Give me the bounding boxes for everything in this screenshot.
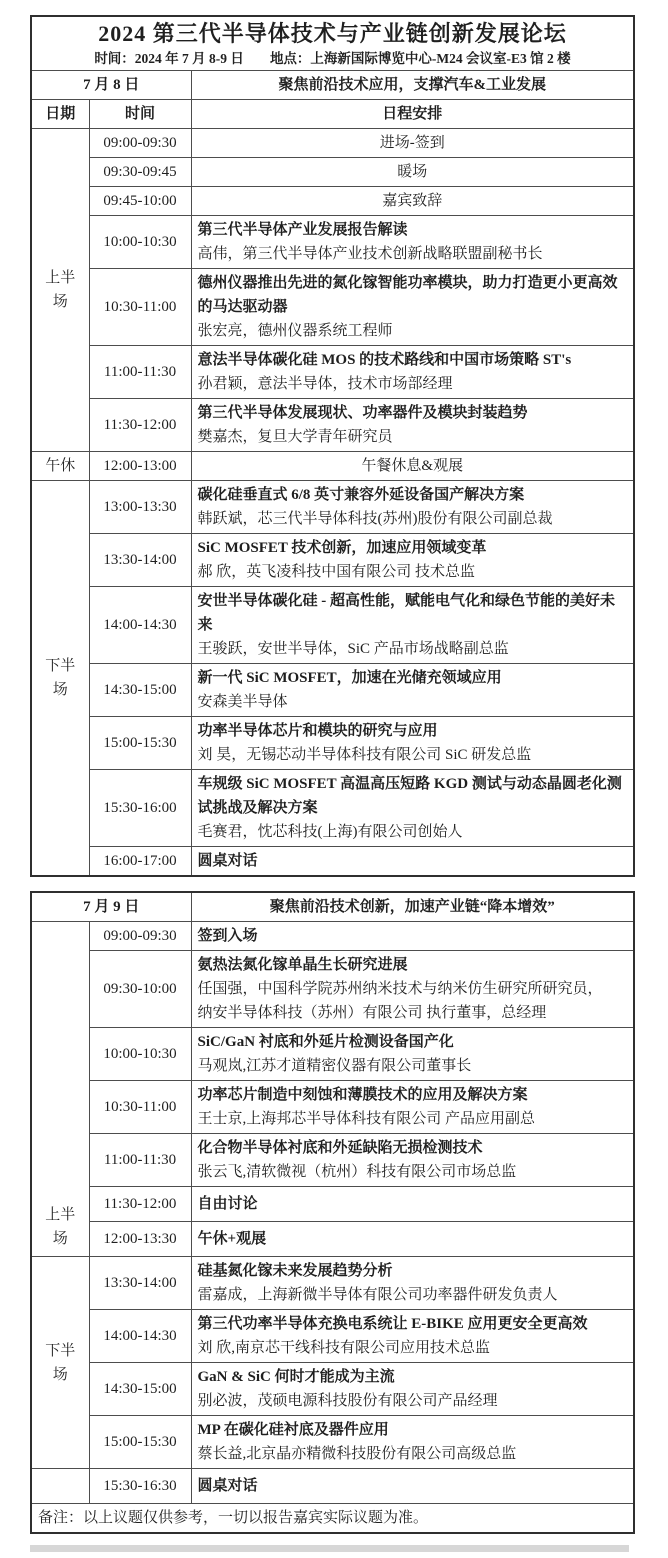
col-header-date: 日期	[31, 100, 89, 129]
session-title: 车规级 SiC MOSFET 高温高压短路 KGD 测试与动态晶圆老化测试挑战及解决方案	[197, 776, 622, 816]
session-speaker: 别必波，茂硕电源科技股份有限公司产品经理	[197, 1393, 498, 1409]
agenda-row	[31, 717, 634, 770]
session-speaker: 任国强，中国科学院苏州纳米技术与纳米仿生研究所研究员，	[197, 981, 603, 997]
day2-phase-afternoon: 下半场	[31, 1257, 89, 1469]
agenda-row	[31, 216, 634, 269]
session-cell	[191, 1028, 634, 1081]
day1-phase-afternoon: 下半场	[31, 481, 89, 877]
time-cell: 13:00-13:30	[89, 481, 191, 534]
time-cell: 09:00-09:30	[89, 922, 191, 951]
session-title: 新一代 SiC MOSFET，加速在光储充领域应用	[197, 670, 502, 686]
time-cell: 15:00-15:30	[89, 717, 191, 770]
forum-meta-venue: 地点：上海新国际博览中心-M24 会议室-E3 馆 2 楼	[269, 51, 571, 66]
session-speaker: 樊嘉杰，复旦大学青年研究员	[197, 429, 393, 445]
session-cell	[191, 1134, 634, 1187]
session-title: 德州仪器推出先进的氮化镓智能功率模块，助力打造更小更高效的马达驱动器	[197, 275, 618, 315]
session-cell	[191, 1416, 634, 1469]
session-title: 功率半导体芯片和模块的研究与应用	[197, 723, 438, 739]
day-header-row	[31, 71, 634, 100]
session-title: 硅基氮化镓未来发展趋势分析	[197, 1263, 393, 1279]
day2-date-label: 7 月 9 日	[31, 892, 191, 922]
agenda-row	[31, 1416, 634, 1469]
column-header-row	[31, 100, 634, 129]
time-cell: 13:30-14:00	[89, 1257, 191, 1310]
agenda-row	[31, 922, 634, 951]
note-text: 备注：以上议题仅供参考，一切以报告嘉宾实际议题为准。	[31, 1504, 634, 1534]
session-title: 意法半导体碳化硅 MOS 的技术路线和中国市场策略 ST's	[197, 352, 572, 368]
agenda-row	[31, 481, 634, 534]
session-speaker-line2: 纳安半导体科技（苏州）有限公司 执行董事，总经理	[197, 1005, 547, 1021]
day1-table	[30, 15, 635, 877]
forum-meta	[38, 49, 627, 68]
agenda-row	[31, 587, 634, 664]
agenda-row	[31, 1134, 634, 1187]
day2-phase-morning: 上半场	[31, 922, 89, 1257]
col-header-time: 时间	[89, 100, 191, 129]
session-cell	[191, 269, 634, 346]
activity-cell: 嘉宾致辞	[191, 187, 634, 216]
session-cell	[191, 346, 634, 399]
activity-cell: 午休+观展	[191, 1222, 634, 1257]
agenda-row	[31, 452, 634, 481]
day1-date-label: 7 月 8 日	[31, 71, 191, 100]
agenda-row	[31, 1187, 634, 1222]
agenda-row	[31, 664, 634, 717]
time-cell: 12:00-13:30	[89, 1222, 191, 1257]
day2-theme: 聚焦前沿技术创新，加速产业链“降本增效”	[191, 892, 634, 922]
agenda-row	[31, 1257, 634, 1310]
session-cell	[191, 1081, 634, 1134]
day2-phase-empty	[31, 1469, 89, 1504]
session-speaker: 雷嘉成，上海新微半导体有限公司功率器件研发负责人	[197, 1287, 558, 1303]
time-cell: 11:30-12:00	[89, 1187, 191, 1222]
agenda-row	[31, 1310, 634, 1363]
session-cell	[191, 481, 634, 534]
agenda-row	[31, 1363, 634, 1416]
day2-table	[30, 891, 635, 1534]
agenda-row	[31, 1222, 634, 1257]
session-speaker: 刘 欣,南京芯干线科技有限公司应用技术总监	[197, 1340, 491, 1356]
day1-phase-noon: 午休	[31, 452, 89, 481]
activity-cell: 暖场	[191, 158, 634, 187]
session-cell	[191, 399, 634, 452]
agenda-row	[31, 534, 634, 587]
session-cell	[191, 1363, 634, 1416]
time-cell: 15:30-16:30	[89, 1469, 191, 1504]
scan-edge-artifact	[30, 1545, 629, 1552]
session-cell	[191, 1310, 634, 1363]
day1-phase-morning: 上半场	[31, 129, 89, 452]
agenda-row	[31, 346, 634, 399]
activity-cell: 午餐休息&观展	[191, 452, 634, 481]
time-cell: 09:45-10:00	[89, 187, 191, 216]
session-speaker: 马观岚,江苏才道精密仪器有限公司董事长	[197, 1058, 472, 1074]
agenda-row	[31, 1469, 634, 1504]
agenda-row	[31, 1081, 634, 1134]
time-cell: 10:30-11:00	[89, 269, 191, 346]
time-cell: 09:00-09:30	[89, 129, 191, 158]
session-cell	[191, 951, 634, 1028]
session-title: 化合物半导体衬底和外延缺陷无损检测技术	[197, 1140, 483, 1156]
session-cell	[191, 587, 634, 664]
time-cell: 15:00-15:30	[89, 1416, 191, 1469]
time-cell: 10:00-10:30	[89, 1028, 191, 1081]
session-title: 安世半导体碳化硅 - 超高性能，赋能电气化和绿色节能的美好未来	[197, 593, 615, 633]
session-cell	[191, 216, 634, 269]
activity-cell: 圆桌对话	[191, 847, 634, 877]
session-title: 第三代半导体产业发展报告解读	[197, 222, 408, 238]
session-cell	[191, 770, 634, 847]
activity-cell: 签到入场	[191, 922, 634, 951]
session-cell	[191, 717, 634, 770]
title-row	[31, 16, 634, 71]
agenda-row	[31, 847, 634, 877]
session-cell	[191, 1257, 634, 1310]
agenda-row	[31, 399, 634, 452]
session-title: MP 在碳化硅衬底及器件应用	[197, 1422, 389, 1438]
session-title: 第三代功率半导体充换电系统让 E-BIKE 应用更安全更高效	[197, 1316, 588, 1332]
session-speaker: 张宏亮，德州仪器系统工程师	[197, 323, 393, 339]
session-speaker: 郝 欣，英飞凌科技中国有限公司 技术总监	[197, 564, 476, 580]
activity-cell: 进场-签到	[191, 129, 634, 158]
activity-cell: 自由讨论	[191, 1187, 634, 1222]
time-cell: 11:30-12:00	[89, 399, 191, 452]
session-speaker: 王骏跃，安世半导体，SiC 产品市场战略副总监	[197, 641, 509, 657]
agenda-row	[31, 770, 634, 847]
time-cell: 15:30-16:00	[89, 770, 191, 847]
session-speaker: 张云飞,清软微视（杭州）科技有限公司市场总监	[197, 1164, 517, 1180]
note-row	[31, 1504, 634, 1534]
session-speaker: 孙君颖，意法半导体，技术市场部经理	[197, 376, 453, 392]
session-speaker: 刘 昊，无锡芯动半导体科技有限公司 SiC 研发总监	[197, 747, 532, 763]
session-cell	[191, 534, 634, 587]
session-speaker: 高伟，第三代半导体产业技术创新战略联盟副秘书长	[197, 246, 543, 262]
time-cell: 16:00-17:00	[89, 847, 191, 877]
title-cell	[31, 16, 634, 71]
time-cell: 11:00-11:30	[89, 1134, 191, 1187]
time-cell: 10:00-10:30	[89, 216, 191, 269]
time-cell: 14:30-15:00	[89, 664, 191, 717]
agenda-row	[31, 158, 634, 187]
agenda-row	[31, 269, 634, 346]
time-cell: 13:30-14:00	[89, 534, 191, 587]
time-cell: 10:30-11:00	[89, 1081, 191, 1134]
time-cell: 09:30-09:45	[89, 158, 191, 187]
time-cell: 14:00-14:30	[89, 587, 191, 664]
session-title: 氨热法氮化镓单晶生长研究进展	[197, 957, 408, 973]
day1-theme: 聚焦前沿技术应用，支撑汽车&工业发展	[191, 71, 634, 100]
session-title: SiC/GaN 衬底和外延片检测设备国产化	[197, 1034, 454, 1050]
time-cell: 12:00-13:00	[89, 452, 191, 481]
session-speaker: 毛赛君，忱芯科技(上海)有限公司创始人	[197, 824, 463, 840]
time-cell: 11:00-11:30	[89, 346, 191, 399]
time-cell: 14:00-14:30	[89, 1310, 191, 1363]
time-cell: 14:30-15:00	[89, 1363, 191, 1416]
forum-meta-time: 时间：2024 年 7 月 8-9 日	[94, 51, 244, 66]
forum-title: 2024 第三代半导体技术与产业链创新发展论坛	[98, 21, 567, 46]
day-header-row	[31, 892, 634, 922]
activity-cell: 圆桌对话	[191, 1469, 634, 1504]
session-speaker: 王士京,上海邦芯半导体科技有限公司 产品应用副总	[197, 1111, 536, 1127]
session-title: GaN & SiC 何时才能成为主流	[197, 1369, 395, 1385]
session-title: 碳化硅垂直式 6/8 英寸兼容外延设备国产解决方案	[197, 487, 525, 503]
session-speaker: 韩跃斌，芯三代半导体科技(苏州)股份有限公司副总裁	[197, 511, 553, 527]
agenda-row	[31, 951, 634, 1028]
session-title: SiC MOSFET 技术创新，加速应用领域变革	[197, 540, 487, 556]
session-speaker: 安森美半导体	[197, 694, 288, 710]
time-cell: 09:30-10:00	[89, 951, 191, 1028]
session-cell	[191, 664, 634, 717]
agenda-row	[31, 129, 634, 158]
session-title: 第三代半导体发展现状、功率器件及模块封装趋势	[197, 405, 528, 421]
col-header-agenda: 日程安排	[191, 100, 634, 129]
session-title: 功率芯片制造中刻蚀和薄膜技术的应用及解决方案	[197, 1087, 528, 1103]
agenda-row	[31, 1028, 634, 1081]
session-speaker: 蔡长益,北京晶亦精微科技股份有限公司高级总监	[197, 1446, 517, 1462]
agenda-row	[31, 187, 634, 216]
